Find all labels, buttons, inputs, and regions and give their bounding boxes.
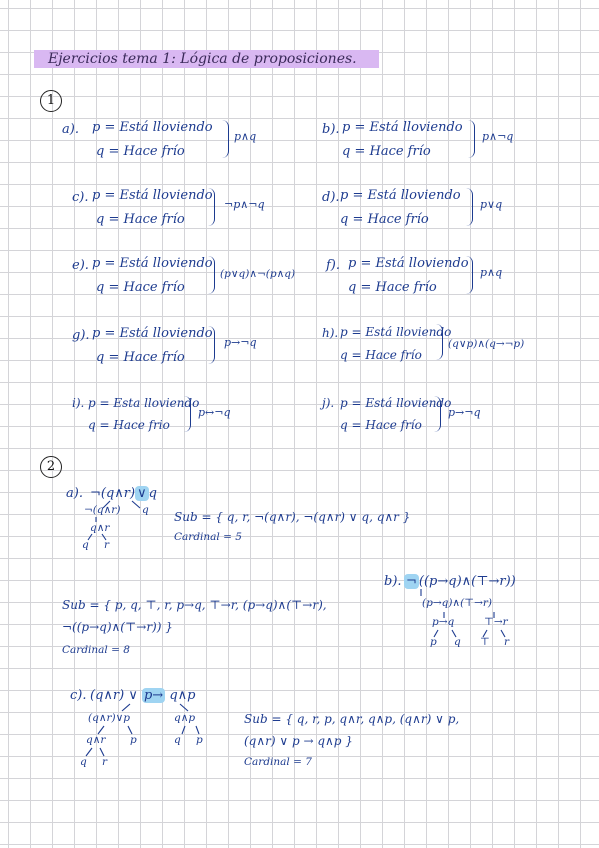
item-e-p: p = Está lloviendo bbox=[92, 256, 213, 271]
s2b-tree-node: p→q bbox=[432, 616, 455, 628]
s2c-sub-set-line1: Sub = { q, r, p, q∧r, q∧p, (q∧r) ∨ p, bbox=[244, 712, 460, 726]
item-i-q: q = Hace frio bbox=[88, 418, 170, 432]
item-e-formula: (p∨q)∧¬(p∧q) bbox=[220, 268, 296, 280]
item-d-q: q = Hace frío bbox=[340, 212, 429, 227]
item-e-brace bbox=[208, 256, 215, 294]
item-i-brace bbox=[184, 396, 191, 432]
section-1-number: 1 bbox=[40, 90, 62, 112]
item-f-brace bbox=[466, 256, 473, 294]
item-g-q: q = Hace frío bbox=[96, 350, 185, 365]
s2a-tree-node: r bbox=[104, 539, 110, 551]
item-c-p: p = Está lloviendo bbox=[92, 188, 213, 203]
item-g-formula: p→¬q bbox=[224, 336, 257, 349]
item-d-brace bbox=[466, 188, 473, 226]
s2c-cardinal: Cardinal = 7 bbox=[244, 756, 312, 768]
s2c-formula: (q∧r) ∨ p→ q∧p bbox=[90, 688, 196, 703]
item-g-brace bbox=[208, 326, 215, 364]
item-b-brace bbox=[468, 120, 475, 158]
item-a-p: p = Está lloviendo bbox=[92, 120, 213, 135]
s2b-cardinal: Cardinal = 8 bbox=[62, 644, 130, 656]
s2b-label: b). bbox=[384, 574, 402, 589]
s2a-tree-node: q bbox=[82, 539, 89, 551]
s2c-tree-node: q bbox=[174, 734, 181, 746]
item-f-label: f). bbox=[326, 258, 341, 273]
s2c-tree-node: p bbox=[196, 734, 203, 746]
item-e-q: q = Hace frío bbox=[96, 280, 185, 295]
s2c-main-connective: p→ bbox=[143, 688, 164, 703]
item-j-label: j). bbox=[322, 396, 335, 410]
item-b-p: p = Está lloviendo bbox=[342, 120, 463, 135]
page-title: Ejercicios tema 1: Lógica de proposiciones. bbox=[34, 50, 379, 68]
item-h-brace bbox=[436, 324, 443, 360]
item-j-p: p = Está lloviendo bbox=[340, 396, 452, 410]
item-d-formula: p∨q bbox=[480, 198, 503, 211]
s2c-label: c). bbox=[70, 688, 87, 703]
item-c-formula: ¬p∧¬q bbox=[224, 198, 265, 211]
s2b-sub-set-line1: Sub = { p, q, ⊤, r, p→q, ⊤→r, (p→q)∧(⊤→r), bbox=[62, 598, 327, 612]
s2c-tree-node: p bbox=[130, 734, 137, 746]
item-a-brace bbox=[222, 120, 229, 158]
s2c-tree-node: (q∧r)∨p bbox=[88, 712, 131, 724]
s2a-label: a). bbox=[66, 486, 83, 501]
s2a-cardinal: Cardinal = 5 bbox=[174, 531, 242, 543]
item-c-q: q = Hace frío bbox=[96, 212, 185, 227]
item-f-formula: p∧q bbox=[480, 266, 503, 279]
section-2-number: 2 bbox=[40, 456, 62, 478]
item-j-brace bbox=[434, 396, 441, 432]
s2c-tree-node: q∧r bbox=[86, 734, 106, 746]
s2b-formula: ¬ ((p→q)∧(⊤→r)) bbox=[406, 574, 516, 589]
s2b-tree-node: ⊤→r bbox=[484, 616, 508, 628]
s2b-tree-node: (p→q)∧(⊤→r) bbox=[422, 597, 493, 609]
item-e-label: e). bbox=[72, 258, 89, 273]
item-j-q: q = Hace frío bbox=[340, 418, 422, 432]
s2a-formula: ¬(q∧r) ∨ q bbox=[90, 486, 157, 501]
item-f-p: p = Está lloviendo bbox=[348, 256, 469, 271]
s2c-sub-set-line2: (q∧r) ∨ p → q∧p } bbox=[244, 734, 353, 748]
item-a-q: q = Hace frío bbox=[96, 144, 185, 159]
item-d-label: d). bbox=[322, 190, 340, 205]
item-b-formula: p∧¬q bbox=[482, 130, 514, 143]
s2c-tree-node: q bbox=[80, 756, 87, 768]
s2b-tree-node: r bbox=[504, 636, 510, 648]
item-a-label: a). bbox=[62, 122, 79, 137]
s2a-tree-node: ¬(q∧r) bbox=[84, 504, 121, 516]
item-h-formula: (q∨p)∧(q→¬p) bbox=[448, 338, 525, 350]
s2a-main-connective: ∨ bbox=[137, 486, 147, 501]
s2b-main-connective: ¬ bbox=[406, 574, 417, 589]
item-a-formula: p∧q bbox=[234, 130, 257, 143]
s2a-tree-node: q bbox=[142, 504, 149, 516]
item-h-p: p = Está lloviendo bbox=[340, 325, 452, 339]
s2a-tree-node: q∧r bbox=[90, 522, 110, 534]
item-c-label: c). bbox=[72, 190, 89, 205]
item-f-q: q = Hace frío bbox=[348, 280, 437, 295]
item-g-label: g). bbox=[72, 328, 90, 343]
s2a-sub-set: Sub = { q, r, ¬(q∧r), ¬(q∧r) ∨ q, q∧r } bbox=[174, 510, 411, 524]
item-d-p: p = Está lloviendo bbox=[340, 188, 461, 203]
item-i-label: i). bbox=[72, 396, 85, 410]
s2b-tree-node: ⊤ bbox=[480, 636, 490, 648]
item-j-formula: p→¬q bbox=[448, 406, 481, 419]
s2c-tree-node: q∧p bbox=[174, 712, 196, 724]
s2c-tree-node: r bbox=[102, 756, 108, 768]
item-c-brace bbox=[208, 188, 215, 226]
item-b-q: q = Hace frío bbox=[342, 144, 431, 159]
item-g-p: p = Está lloviendo bbox=[92, 326, 213, 341]
item-h-label: h). bbox=[322, 326, 339, 340]
s2b-tree-node: p bbox=[430, 636, 437, 648]
s2b-tree-node: q bbox=[454, 636, 461, 648]
item-b-label: b). bbox=[322, 122, 340, 137]
item-i-p: p = Esta lloviendo bbox=[88, 396, 200, 410]
item-i-formula: p↔¬q bbox=[198, 406, 231, 419]
item-h-q: q = Hace frío bbox=[340, 348, 422, 362]
s2b-sub-set-line2: ¬((p→q)∧(⊤→r)) } bbox=[62, 620, 173, 634]
